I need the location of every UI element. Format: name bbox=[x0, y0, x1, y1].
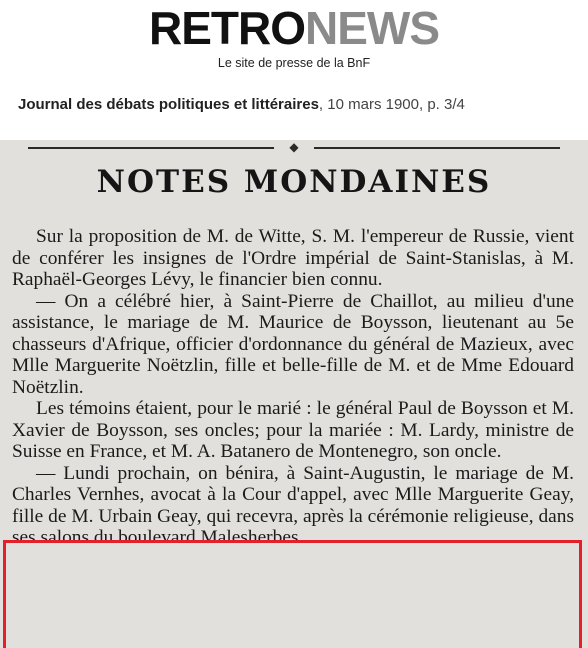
newspaper-clipping bbox=[0, 140, 588, 648]
article-paragraph-highlighted: — Lundi prochain, on bénira, à Saint-Augustin, le mariage de M. Charles Vernhes, avocat à la Cour d'appel, avec Mlle Marguerite Geay, fille de M. Urbain Geay, qui recevra, après la cérémonie religieuse, dans ses salons du boulevard Malesherbes. bbox=[12, 462, 574, 548]
divider-ornament-icon: ◆ bbox=[289, 140, 299, 154]
divider-rule-left bbox=[28, 147, 274, 149]
logo-news-text: NEWS bbox=[305, 2, 439, 54]
issue-details: , 10 mars 1900, p. 3/4 bbox=[318, 96, 465, 113]
article-body bbox=[12, 226, 574, 549]
source-citation bbox=[18, 96, 465, 113]
site-tagline: Le site de presse de la BnF bbox=[217, 56, 371, 70]
article-paragraph: Sur la proposition de M. de Witte, S. M. l'empereur de Russie, vient de conférer les insignes de l'Ordre impérial de Saint-Stanislas, à M. Raphaël-Georges Lévy, le financier bien connu. bbox=[12, 226, 574, 290]
site-header bbox=[0, 0, 588, 140]
highlight-frame bbox=[3, 540, 582, 648]
journal-title[interactable]: Journal des débats politiques et littéraires bbox=[18, 96, 319, 113]
logo-retro-text: RETRO bbox=[149, 2, 305, 54]
retronews-logo[interactable] bbox=[0, 2, 588, 54]
article-paragraph: — On a célébré hier, à Saint-Pierre de Chaillot, au milieu d'une assistance, le mariage de M. Maurice de Boysson, lieutenant au 5e chasseurs d'Afrique, officier d'ordonnance du général de Mazieux, avec Mlle Marguerite Noëtzlin, fille et belle-fille de M. et de Mme Edouard Noëtzlin. bbox=[12, 290, 574, 398]
divider-rule-right bbox=[314, 147, 560, 149]
article-heading: NOTES MONDAINES bbox=[96, 164, 492, 200]
article-paragraph: Les témoins étaient, pour le marié : le général Paul de Boysson et M. Xavier de Boysson, ses oncles; pour la mariée : M. Lardy, ministre de Suisse en France, et M. A. Batanero de Montenegro, son oncle. bbox=[12, 398, 574, 462]
